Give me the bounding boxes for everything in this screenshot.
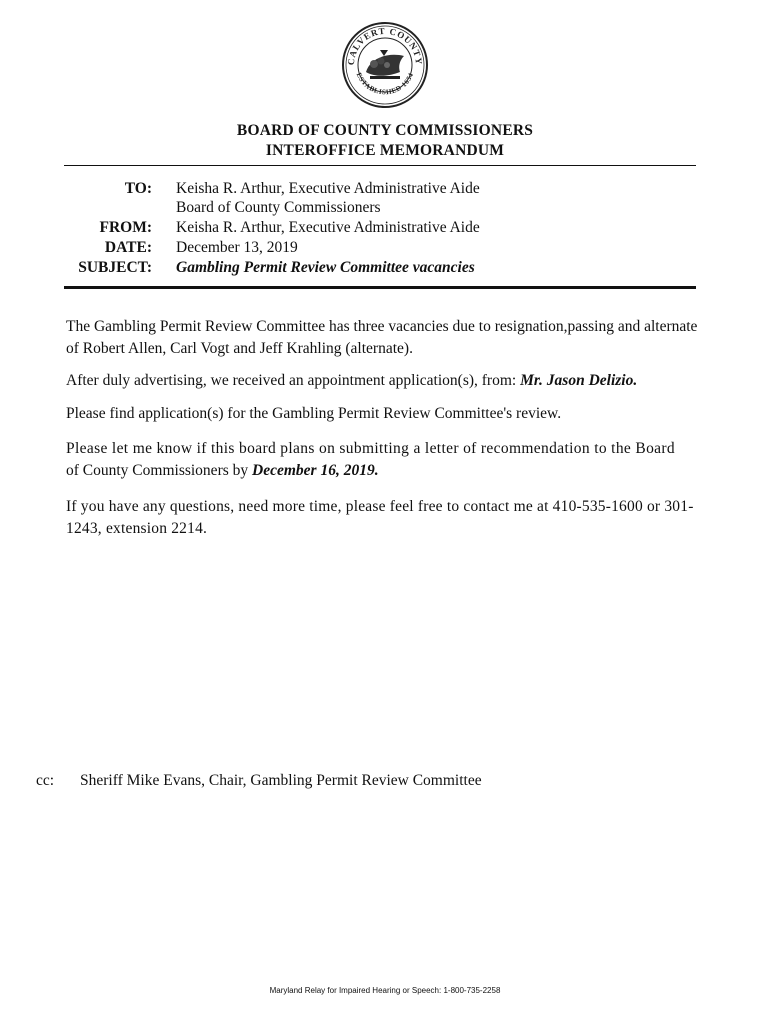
subject-label: SUBJECT: bbox=[78, 259, 152, 276]
header-divider-bottom bbox=[64, 286, 696, 289]
county-seal-logo bbox=[340, 20, 430, 110]
paragraph-recommendation-line1: Please let me know if this board plans on submitting a letter of recommendation to the Board bbox=[66, 440, 676, 457]
seal-bottom-text: ESTABLISHED 1654 bbox=[354, 71, 416, 97]
paragraph-recommendation-line2-text: of County Commissioners by bbox=[66, 462, 253, 479]
paragraph-application-text: After duly advertising, we received an appointment application(s), from: bbox=[66, 372, 521, 389]
paragraph-contact bbox=[66, 496, 698, 540]
cc-line bbox=[36, 772, 482, 790]
paragraph-contact-line2: 1243, extension 2214. bbox=[66, 520, 208, 537]
to-label: TO: bbox=[124, 180, 152, 197]
paragraph-contact-line1: If you have any questions, need more time, please feel free to contact me at 410-535-1600 or 301- bbox=[66, 498, 694, 515]
paragraph-vacancies-line1: The Gambling Permit Review Committee has three vacancies due to resignation,passing and alternate bbox=[66, 318, 698, 335]
paragraph-recommendation-line2 bbox=[66, 460, 698, 482]
from-value: Keisha R. Arthur, Executive Administrative Aide bbox=[176, 219, 480, 236]
cc-label: cc: bbox=[36, 772, 55, 789]
paragraph-vacancies-line2: of Robert Allen, Carl Vogt and Jeff Krahling (alternate). bbox=[66, 340, 413, 357]
paragraph-review bbox=[66, 403, 698, 425]
from-label: FROM: bbox=[99, 219, 152, 236]
subject-value: Gambling Permit Review Committee vacancies bbox=[176, 259, 475, 276]
paragraph-application bbox=[66, 370, 698, 392]
date-label: DATE: bbox=[104, 239, 152, 256]
header-divider-top bbox=[64, 165, 696, 166]
paragraph-recommendation bbox=[66, 438, 698, 482]
to-value: Keisha R. Arthur, Executive Administrative Aide bbox=[176, 180, 480, 197]
recommendation-deadline: December 16, 2019. bbox=[252, 462, 379, 479]
paragraph-review-text: Please find application(s) for the Gambling Permit Review Committee's review. bbox=[66, 405, 562, 422]
paragraph-vacancies bbox=[66, 316, 698, 360]
footer-relay-info: Maryland Relay for Impaired Hearing or Speech: 1-800-735-2258 bbox=[269, 986, 501, 995]
seal-top-text: CALVERT COUNTY bbox=[345, 25, 425, 66]
to-value-line2: Board of County Commissioners bbox=[176, 199, 381, 216]
cc-value: Sheriff Mike Evans, Chair, Gambling Permit Review Committee bbox=[80, 772, 482, 789]
heading-memorandum: INTEROFFICE MEMORANDUM bbox=[265, 142, 505, 159]
heading-board: BOARD OF COUNTY COMMISSIONERS bbox=[236, 122, 534, 139]
date-value: December 13, 2019 bbox=[176, 239, 298, 256]
applicant-name: Mr. Jason Delizio. bbox=[520, 372, 638, 389]
